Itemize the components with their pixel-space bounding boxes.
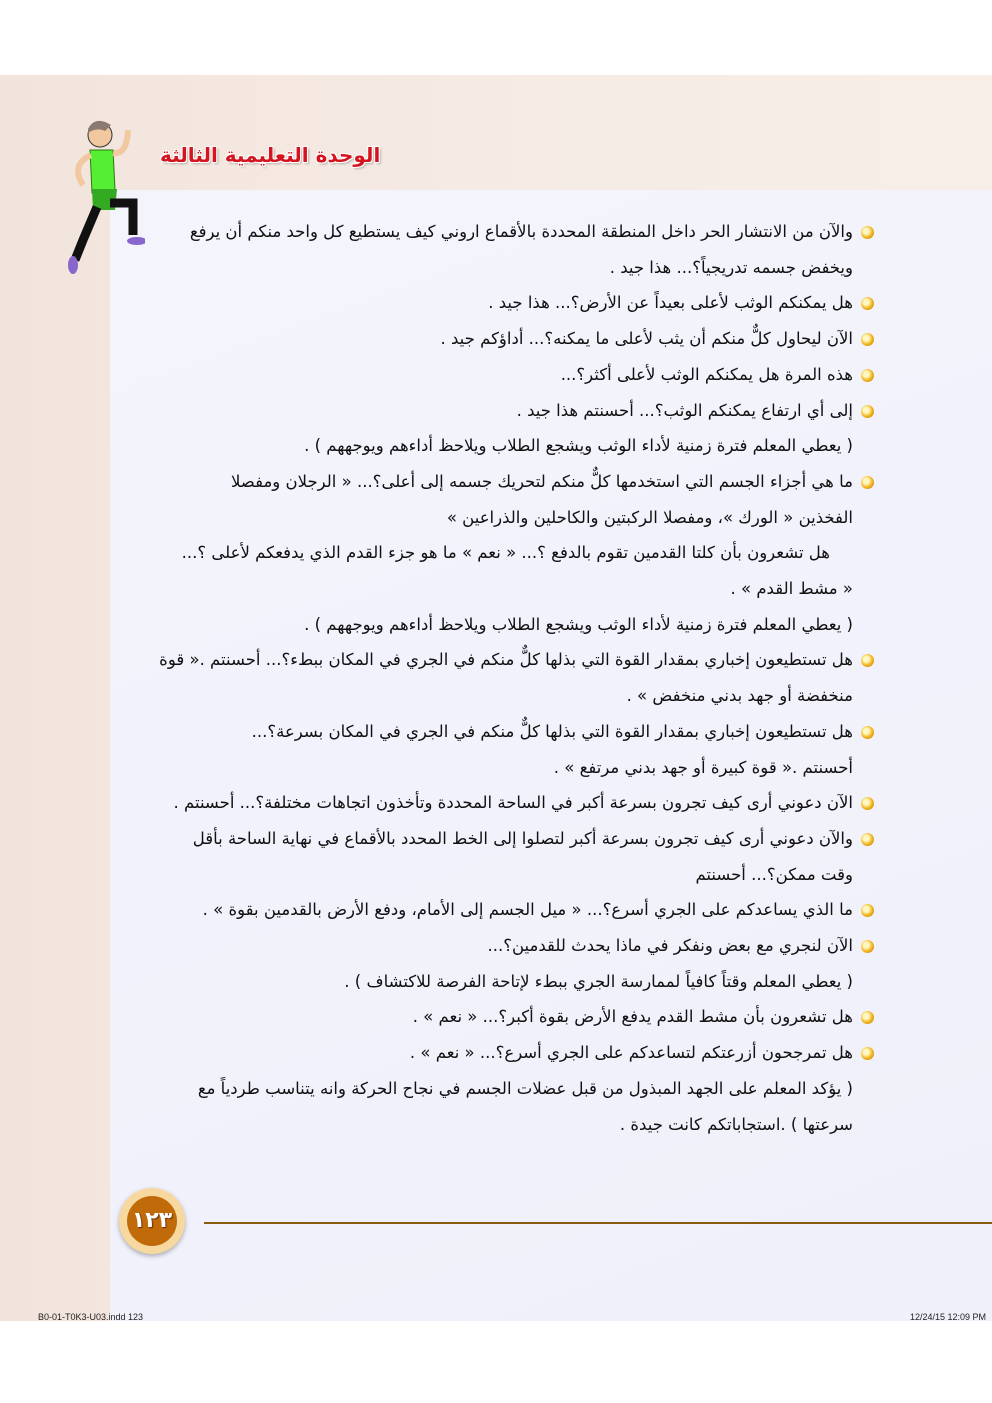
bullet-icon bbox=[861, 405, 874, 418]
text-line: « مشط القدم » . bbox=[730, 579, 853, 598]
text-line: والآن دعوني أرى كيف تجرون بسرعة أكبر لتصلوا إلى الخط المحدد بالأقماع في نهاية الساحة بأقل bbox=[192, 828, 853, 848]
timestamp: 12/24/15 12:09 PM bbox=[909, 1312, 986, 1322]
page-number-badge bbox=[119, 1188, 185, 1254]
text-line: الفخذين « الورك »، ومفصلا الركبتين والكاحلين والذراعين » bbox=[446, 507, 853, 527]
footer-rule bbox=[204, 1222, 992, 1224]
text-line: الآن لنجري مع بعض ونفكر في ماذا يحدث للقدمين؟... bbox=[487, 936, 853, 955]
text-line: هل تشعرون بأن مشط القدم يدفع الأرض بقوة أكبر؟... « نعم » . bbox=[412, 1007, 853, 1027]
file-label: B0-01-T0K3-U03.indd 123 bbox=[38, 1312, 144, 1322]
bullet-icon bbox=[861, 833, 874, 846]
text-line: إلى أي ارتفاع يمكنكم الوثب؟... أحسنتم هذا جيد . bbox=[516, 400, 853, 420]
text-line: هل تستطيعون إخباري بمقدار القوة التي بذلها كلٌّ منكم في الجري في المكان بسرعة؟... bbox=[251, 721, 853, 741]
text-line: والآن من الانتشار الحر داخل المنطقة المحددة بالأقماع اروني كيف يستطيع كل واحد منكم أن يرفع bbox=[189, 222, 853, 241]
text-line: ( يعطي المعلم فترة زمنية لأداء الوثب ويشجع الطلاب ويلاحظ أداءهم ويوجههم ) . bbox=[304, 614, 853, 634]
bullet-icon bbox=[861, 369, 874, 382]
bullet-icon bbox=[861, 333, 874, 346]
text-line: ما هي أجزاء الجسم التي استخدمها كلٌّ منكم لتحريك جسمه إلى أعلى؟... « الرجلان ومفصلا bbox=[230, 471, 853, 491]
text-line: ويخفض جسمه تدريجياً؟... هذا جيد . bbox=[609, 257, 853, 277]
text-line: هذه المرة هل يمكنكم الوثب لأعلى أكثر؟... bbox=[560, 364, 853, 384]
text-line: هل يمكنكم الوثب لأعلى بعيداً عن الأرض؟... هذا جيد . bbox=[488, 293, 853, 313]
unit-title: الوحدة التعليمية الثالثة bbox=[160, 143, 381, 167]
text-line: ( يؤكد المعلم على الجهد المبذول من قبل عضلات الجسم في نجاح الحركة وانه يتناسب طردياً مع bbox=[197, 1078, 853, 1098]
bullet-icon bbox=[861, 940, 874, 953]
text-line: هل تشعرون بأن كلتا القدمين تقوم بالدفع ؟... « نعم » ما هو جزء القدم الذي يدفعكم لأعلى ؟... bbox=[181, 543, 830, 563]
text-line: ( يعطي المعلم فترة زمنية لأداء الوثب ويشجع الطلاب ويلاحظ أداءهم ويوجههم ) . bbox=[304, 436, 853, 456]
text-line: سرعتها ) .استجاباتكم كانت جيدة . bbox=[619, 1114, 853, 1134]
runner-illustration bbox=[55, 115, 145, 275]
bullet-icon bbox=[861, 1047, 874, 1060]
text-line: وقت ممكن؟... أحسنتم bbox=[695, 864, 853, 884]
text-line: أحسنتم .« قوة كبيرة أو جهد بدني مرتفع » . bbox=[553, 757, 853, 777]
text-line: الآن ليحاول كلٌّ منكم أن يثب لأعلى ما يمكنه؟... أداؤكم جيد . bbox=[440, 329, 853, 349]
text-line: هل تستطيعون إخباري بمقدار القوة التي بذلها كلٌّ منكم في الجري في المكان ببطء؟... أحسنتم .« قوة bbox=[159, 650, 853, 670]
text-line: الآن دعوني أرى كيف تجرون بسرعة أكبر في الساحة المحددة وتأخذون اتجاهات مختلفة؟... أحسنتم . bbox=[173, 793, 853, 813]
content-panel bbox=[110, 190, 992, 1321]
text-line: هل تمرجحون أزرعتكم لتساعدكم على الجري أسرع؟... « نعم » . bbox=[409, 1043, 853, 1063]
text-line: ( يعطي المعلم وقتاً كافياً لممارسة الجري ببطء لإتاحة الفرصة للاكتشاف ) . bbox=[344, 971, 853, 991]
bullet-icon bbox=[861, 726, 874, 739]
page-number: ١٢٣ bbox=[127, 1196, 177, 1246]
bullet-icon bbox=[861, 476, 874, 489]
text-line: ما الذي يساعدكم على الجري أسرع؟... « ميل الجسم إلى الأمام، ودفع الأرض بالقدمين بقوة » . bbox=[202, 900, 853, 920]
text-line: منخفضة أو جهد بدني منخفض » . bbox=[626, 686, 853, 706]
bullet-icon bbox=[861, 226, 874, 239]
